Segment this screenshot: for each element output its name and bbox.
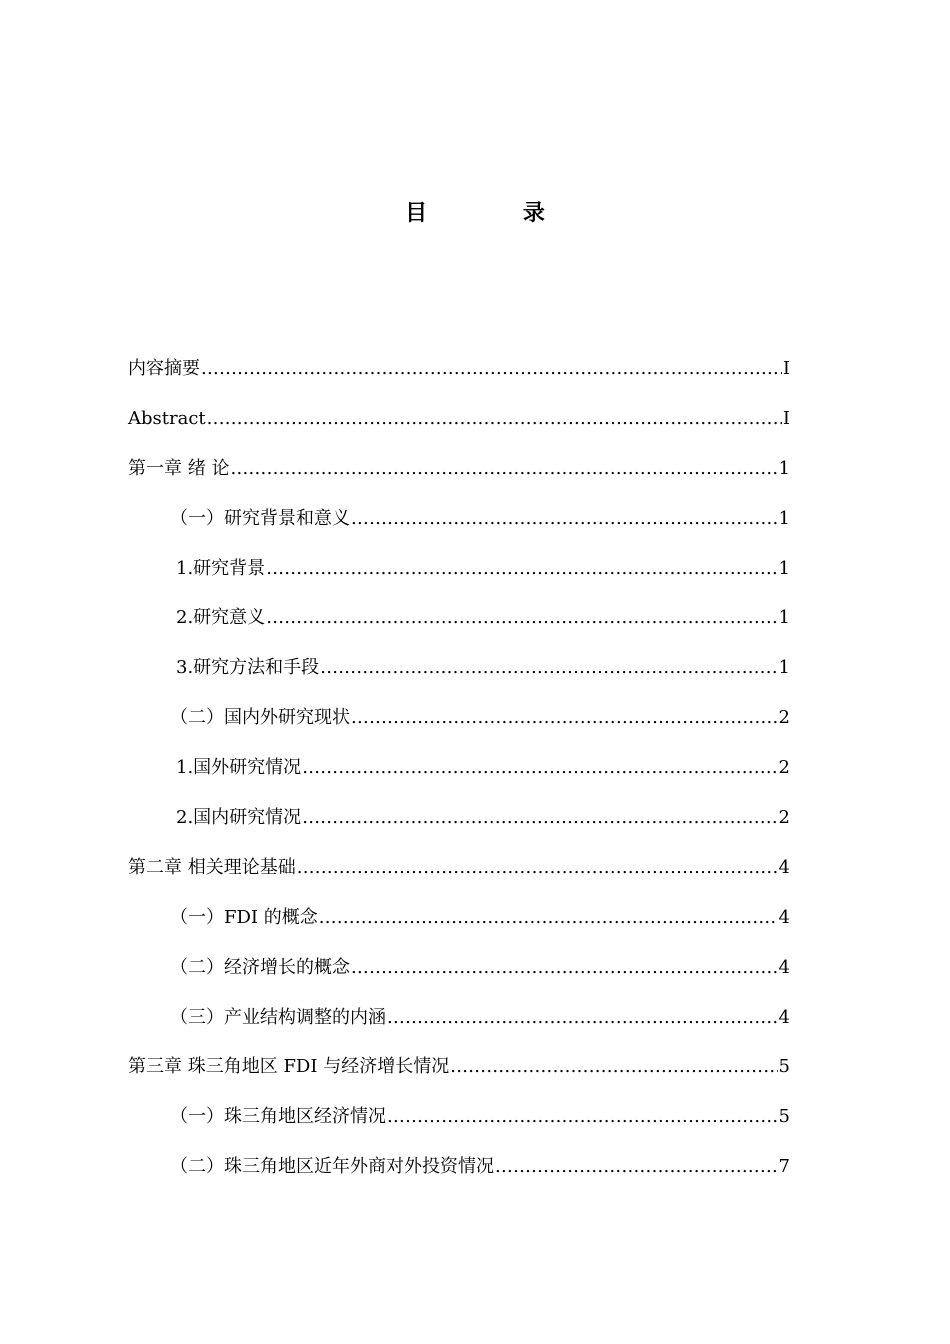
toc-dot-leader [495,1154,778,1180]
toc-entry-label: 3.研究方法和手段 [176,657,320,679]
toc-dot-leader [351,955,778,981]
toc-dot-leader [387,1005,778,1031]
toc-dot-leader [302,805,777,831]
toc-entry-page-number: 1 [778,557,790,579]
toc-entry[interactable] [128,352,790,382]
toc-entry[interactable] [128,751,790,781]
toc-entry-label: 内容摘要 [128,358,200,379]
toc-entry-page-number: 4 [778,1006,790,1028]
toc-entry-page-number: 4 [778,956,790,978]
toc-entry-page-number: 2 [778,807,790,829]
toc-dot-leader [387,1104,778,1130]
toc-entry[interactable] [128,452,790,482]
toc-entry-label: 第一章 绪 论 [128,457,230,479]
toc-entry-label: 第二章 相关理论基础 [128,856,296,878]
toc-entry-label: （一）研究背景和意义 [170,507,350,529]
toc-entry-page-number: I [782,358,790,379]
toc-entry-label: （一）FDI 的概念 [170,906,318,928]
toc-entry[interactable] [128,1100,790,1130]
toc-dot-leader [302,755,777,781]
toc-entry-page-number: 2 [778,707,790,729]
toc-entry[interactable] [128,1150,790,1180]
toc-entry-page-number: 1 [778,607,790,629]
toc-dot-leader [320,655,777,681]
toc-entry[interactable] [128,402,790,432]
toc-entry-page-number: 1 [778,657,790,679]
toc-entry-page-number: 1 [778,507,790,529]
toc-entry-label: 2.研究意义 [176,607,266,629]
toc-dot-leader [297,855,778,881]
toc-entry-page-number: 7 [778,1156,790,1178]
toc-entry-label: （二）经济增长的概念 [170,956,350,978]
toc-entry-label: （二）珠三角地区近年外商对外投资情况 [170,1156,494,1178]
toc-dot-leader [266,605,777,631]
toc-entry[interactable] [128,951,790,981]
toc-dot-leader [230,456,777,482]
toc-entry[interactable] [128,901,790,931]
toc-dot-leader [319,905,778,931]
toc-entry[interactable] [128,701,790,731]
toc-entry-label: 第三章 珠三角地区 FDI 与经济增长情况 [128,1056,450,1078]
toc-dot-leader [266,556,777,582]
toc-entry[interactable] [128,502,790,532]
toc-entry-label: 2.国内研究情况 [176,807,302,829]
toc-entry[interactable] [128,651,790,681]
toc-entry-label: 1.研究背景 [176,557,266,579]
toc-entry-page-number: 4 [778,856,790,878]
toc-entry[interactable] [128,851,790,881]
toc-entry-page-number: 4 [778,906,790,928]
toc-dot-leader [207,406,782,432]
toc-entry-label: 1.国外研究情况 [176,757,302,779]
toc-entry-page-number: I [782,407,790,429]
toc-entry-label: （二）国内外研究现状 [170,707,350,729]
toc-dot-leader [201,356,782,382]
toc-entry-page-number: 1 [778,457,790,479]
toc-entry-label: Abstract [128,407,206,429]
toc-entry[interactable] [128,1050,790,1080]
toc-dot-leader [351,506,778,532]
toc-dot-leader [450,1054,777,1080]
toc-entry-label: （三）产业结构调整的内涵 [170,1006,386,1028]
page-title: 目 录 [405,201,589,226]
toc-entry[interactable] [128,601,790,631]
toc-entry-page-number: 5 [778,1106,790,1128]
toc-entry-page-number: 2 [778,757,790,779]
toc-entry[interactable] [128,801,790,831]
toc-entry-label: （一）珠三角地区经济情况 [170,1106,386,1128]
toc-entry[interactable] [128,1001,790,1031]
toc-entry[interactable] [128,552,790,582]
toc-entry-page-number: 5 [778,1056,790,1078]
toc-dot-leader [351,705,778,731]
table-of-contents [128,352,790,1200]
